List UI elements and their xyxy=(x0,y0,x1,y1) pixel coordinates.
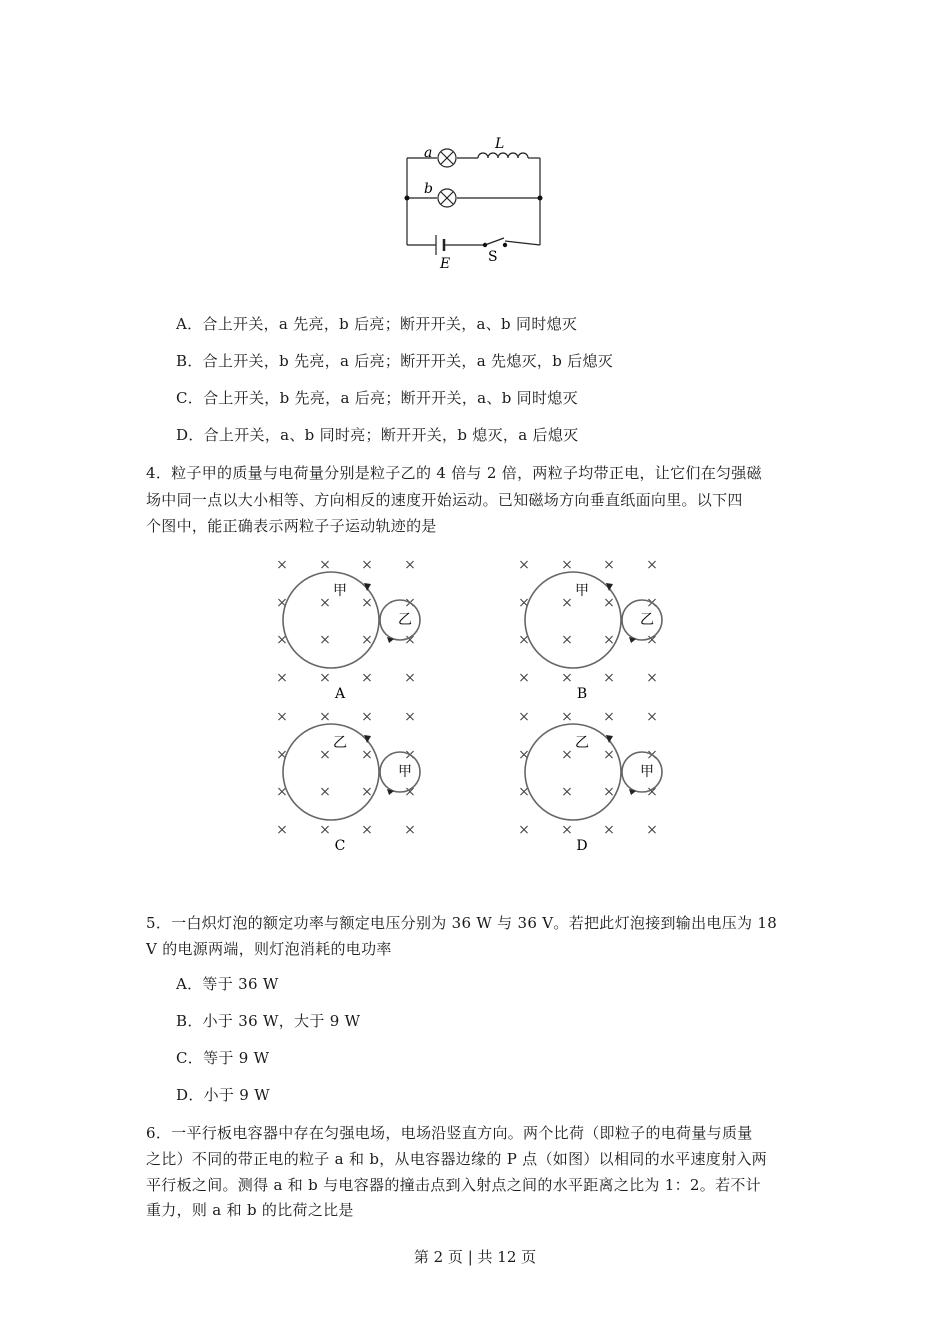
trajectory-panel-a xyxy=(276,557,420,702)
field-cross-mark: × xyxy=(518,670,530,686)
field-cross-mark: × xyxy=(603,709,615,725)
trajectory-figure xyxy=(260,550,690,870)
field-cross-mark: × xyxy=(404,632,416,648)
field-cross-mark: × xyxy=(361,632,373,648)
field-cross-mark: × xyxy=(276,632,288,648)
q4-text-line: 个图中，能正确表示两粒子子运动轨迹的是 xyxy=(146,517,437,535)
field-cross-mark: × xyxy=(518,595,530,611)
field-cross-mark: × xyxy=(561,709,573,725)
q6-text-line: 平行板之间。测得 a 和 b 与电容器的撞击点到入射点之间的水平距离之比为 1：2。若不计 xyxy=(146,1176,761,1194)
field-cross-mark: × xyxy=(518,632,530,648)
small-orbit-label: 甲 xyxy=(398,764,412,780)
q4-text-line: 场中同一点以大小相等、方向相反的速度开始运动。已知磁场方向垂直纸面向里。以下四 xyxy=(146,491,743,509)
panel-letter: A xyxy=(334,686,346,702)
field-cross-mark: × xyxy=(319,784,331,800)
field-cross-mark: × xyxy=(361,747,373,763)
field-cross-mark: × xyxy=(404,747,416,763)
field-cross-mark: × xyxy=(276,747,288,763)
field-cross-mark: × xyxy=(518,747,530,763)
panel-letter: C xyxy=(334,838,346,854)
field-cross-mark: × xyxy=(561,632,573,648)
battery-icon xyxy=(436,235,444,255)
field-cross-mark: × xyxy=(276,822,288,838)
field-cross-mark: × xyxy=(646,670,658,686)
field-cross-mark: × xyxy=(319,595,331,611)
lamp-b-icon xyxy=(438,189,456,207)
field-cross-mark: × xyxy=(646,595,658,611)
lamp-a-icon xyxy=(438,149,456,167)
field-cross-mark: × xyxy=(561,747,573,763)
field-cross-mark: × xyxy=(646,747,658,763)
q3-option-a: A．合上开关，a 先亮，b 后亮；断开开关，a、b 同时熄灭 xyxy=(176,315,578,333)
field-cross-mark: × xyxy=(361,557,373,573)
q4-text-line: 4．粒子甲的质量与电荷量分别是粒子乙的 4 倍与 2 倍，两粒子均带正电，让它们在匀强磁 xyxy=(146,464,762,482)
field-cross-mark: × xyxy=(361,822,373,838)
label-S: S xyxy=(488,249,498,265)
field-cross-mark: × xyxy=(518,709,530,725)
field-cross-mark: × xyxy=(319,709,331,725)
large-orbit-label: 乙 xyxy=(333,735,347,751)
field-cross-mark: × xyxy=(361,670,373,686)
field-cross-mark: × xyxy=(646,632,658,648)
circuit-diagram xyxy=(400,130,550,275)
field-cross-mark: × xyxy=(404,670,416,686)
q5-option-a: A．等于 36 W xyxy=(176,975,279,993)
field-cross-mark: × xyxy=(518,557,530,573)
label-a: a xyxy=(424,145,433,161)
field-cross-mark: × xyxy=(319,632,331,648)
page-footer: 第 2 页 | 共 12 页 xyxy=(413,1248,537,1266)
panel-letter: B xyxy=(576,686,588,702)
large-orbit-label: 甲 xyxy=(575,583,589,599)
trajectory-panel-c xyxy=(276,709,420,854)
q6-text-line: 6．一平行板电容器中存在匀强电场，电场沿竖直方向。两个比荷（即粒子的电荷量与质量 xyxy=(146,1124,753,1142)
field-cross-mark: × xyxy=(561,595,573,611)
field-cross-mark: × xyxy=(319,557,331,573)
large-orbit xyxy=(525,724,621,820)
junction-dot xyxy=(405,196,410,201)
field-cross-mark: × xyxy=(603,822,615,838)
q3-option-c: C．合上开关，b 先亮，a 后亮；断开开关，a、b 同时熄灭 xyxy=(176,389,578,407)
field-cross-mark: × xyxy=(518,822,530,838)
q5-text-line: V 的电源两端，则灯泡消耗的电功率 xyxy=(146,940,392,958)
large-orbit xyxy=(525,572,621,668)
field-cross-mark: × xyxy=(404,595,416,611)
field-cross-mark: × xyxy=(561,822,573,838)
field-cross-mark: × xyxy=(276,784,288,800)
field-cross-mark: × xyxy=(361,709,373,725)
q5-text-line: 5．一白炽灯泡的额定功率与额定电压分别为 36 W 与 36 V。若把此灯泡接到输出电压为 18 xyxy=(146,914,778,932)
field-cross-mark: × xyxy=(276,670,288,686)
field-cross-mark: × xyxy=(404,822,416,838)
field-cross-mark: × xyxy=(276,595,288,611)
switch-contact xyxy=(503,243,507,247)
field-cross-mark: × xyxy=(603,747,615,763)
field-cross-mark: × xyxy=(646,784,658,800)
q5-option-b: B．小于 36 W，大于 9 W xyxy=(176,1012,361,1030)
panel-letter: D xyxy=(576,838,588,854)
junction-dot xyxy=(538,196,543,201)
field-cross-mark: × xyxy=(603,557,615,573)
field-cross-mark: × xyxy=(404,557,416,573)
q3-option-d: D．合上开关，a、b 同时亮；断开开关，b 熄灭，a 后熄灭 xyxy=(176,426,579,444)
field-cross-mark: × xyxy=(276,557,288,573)
small-orbit-label: 乙 xyxy=(640,612,654,628)
field-cross-mark: × xyxy=(319,822,331,838)
label-b: b xyxy=(424,181,433,197)
trajectory-panel-b xyxy=(518,557,662,702)
field-cross-mark: × xyxy=(319,747,331,763)
switch-contact xyxy=(483,243,487,247)
field-cross-mark: × xyxy=(276,709,288,725)
trajectory-panel-d xyxy=(518,709,662,854)
field-cross-mark: × xyxy=(518,784,530,800)
q3-option-b: B．合上开关，b 先亮，a 后亮；断开开关，a 先熄灭，b 后熄灭 xyxy=(176,352,614,370)
large-orbit xyxy=(283,572,379,668)
field-cross-mark: × xyxy=(404,709,416,725)
field-cross-mark: × xyxy=(361,784,373,800)
q6-text-line: 之比）不同的带正电的粒子 a 和 b，从电容器边缘的 P 点（如图）以相同的水平速度射入两 xyxy=(146,1150,767,1168)
field-cross-mark: × xyxy=(603,632,615,648)
q5-option-c: C．等于 9 W xyxy=(176,1049,270,1067)
large-orbit xyxy=(283,724,379,820)
field-cross-mark: × xyxy=(646,709,658,725)
field-cross-mark: × xyxy=(561,670,573,686)
q6-text-line: 重力，则 a 和 b 的比荷之比是 xyxy=(146,1201,354,1219)
small-orbit-label: 乙 xyxy=(398,612,412,628)
field-cross-mark: × xyxy=(561,557,573,573)
large-orbit-label: 乙 xyxy=(575,735,589,751)
field-cross-mark: × xyxy=(319,670,331,686)
field-cross-mark: × xyxy=(603,595,615,611)
field-cross-mark: × xyxy=(603,784,615,800)
label-L: L xyxy=(495,136,505,152)
large-orbit-label: 甲 xyxy=(333,583,347,599)
field-cross-mark: × xyxy=(361,595,373,611)
field-cross-mark: × xyxy=(646,822,658,838)
small-orbit-label: 甲 xyxy=(640,764,654,780)
label-E: E xyxy=(440,256,451,272)
q5-option-d: D．小于 9 W xyxy=(176,1086,270,1104)
field-cross-mark: × xyxy=(646,557,658,573)
field-cross-mark: × xyxy=(404,784,416,800)
field-cross-mark: × xyxy=(603,670,615,686)
field-cross-mark: × xyxy=(561,784,573,800)
